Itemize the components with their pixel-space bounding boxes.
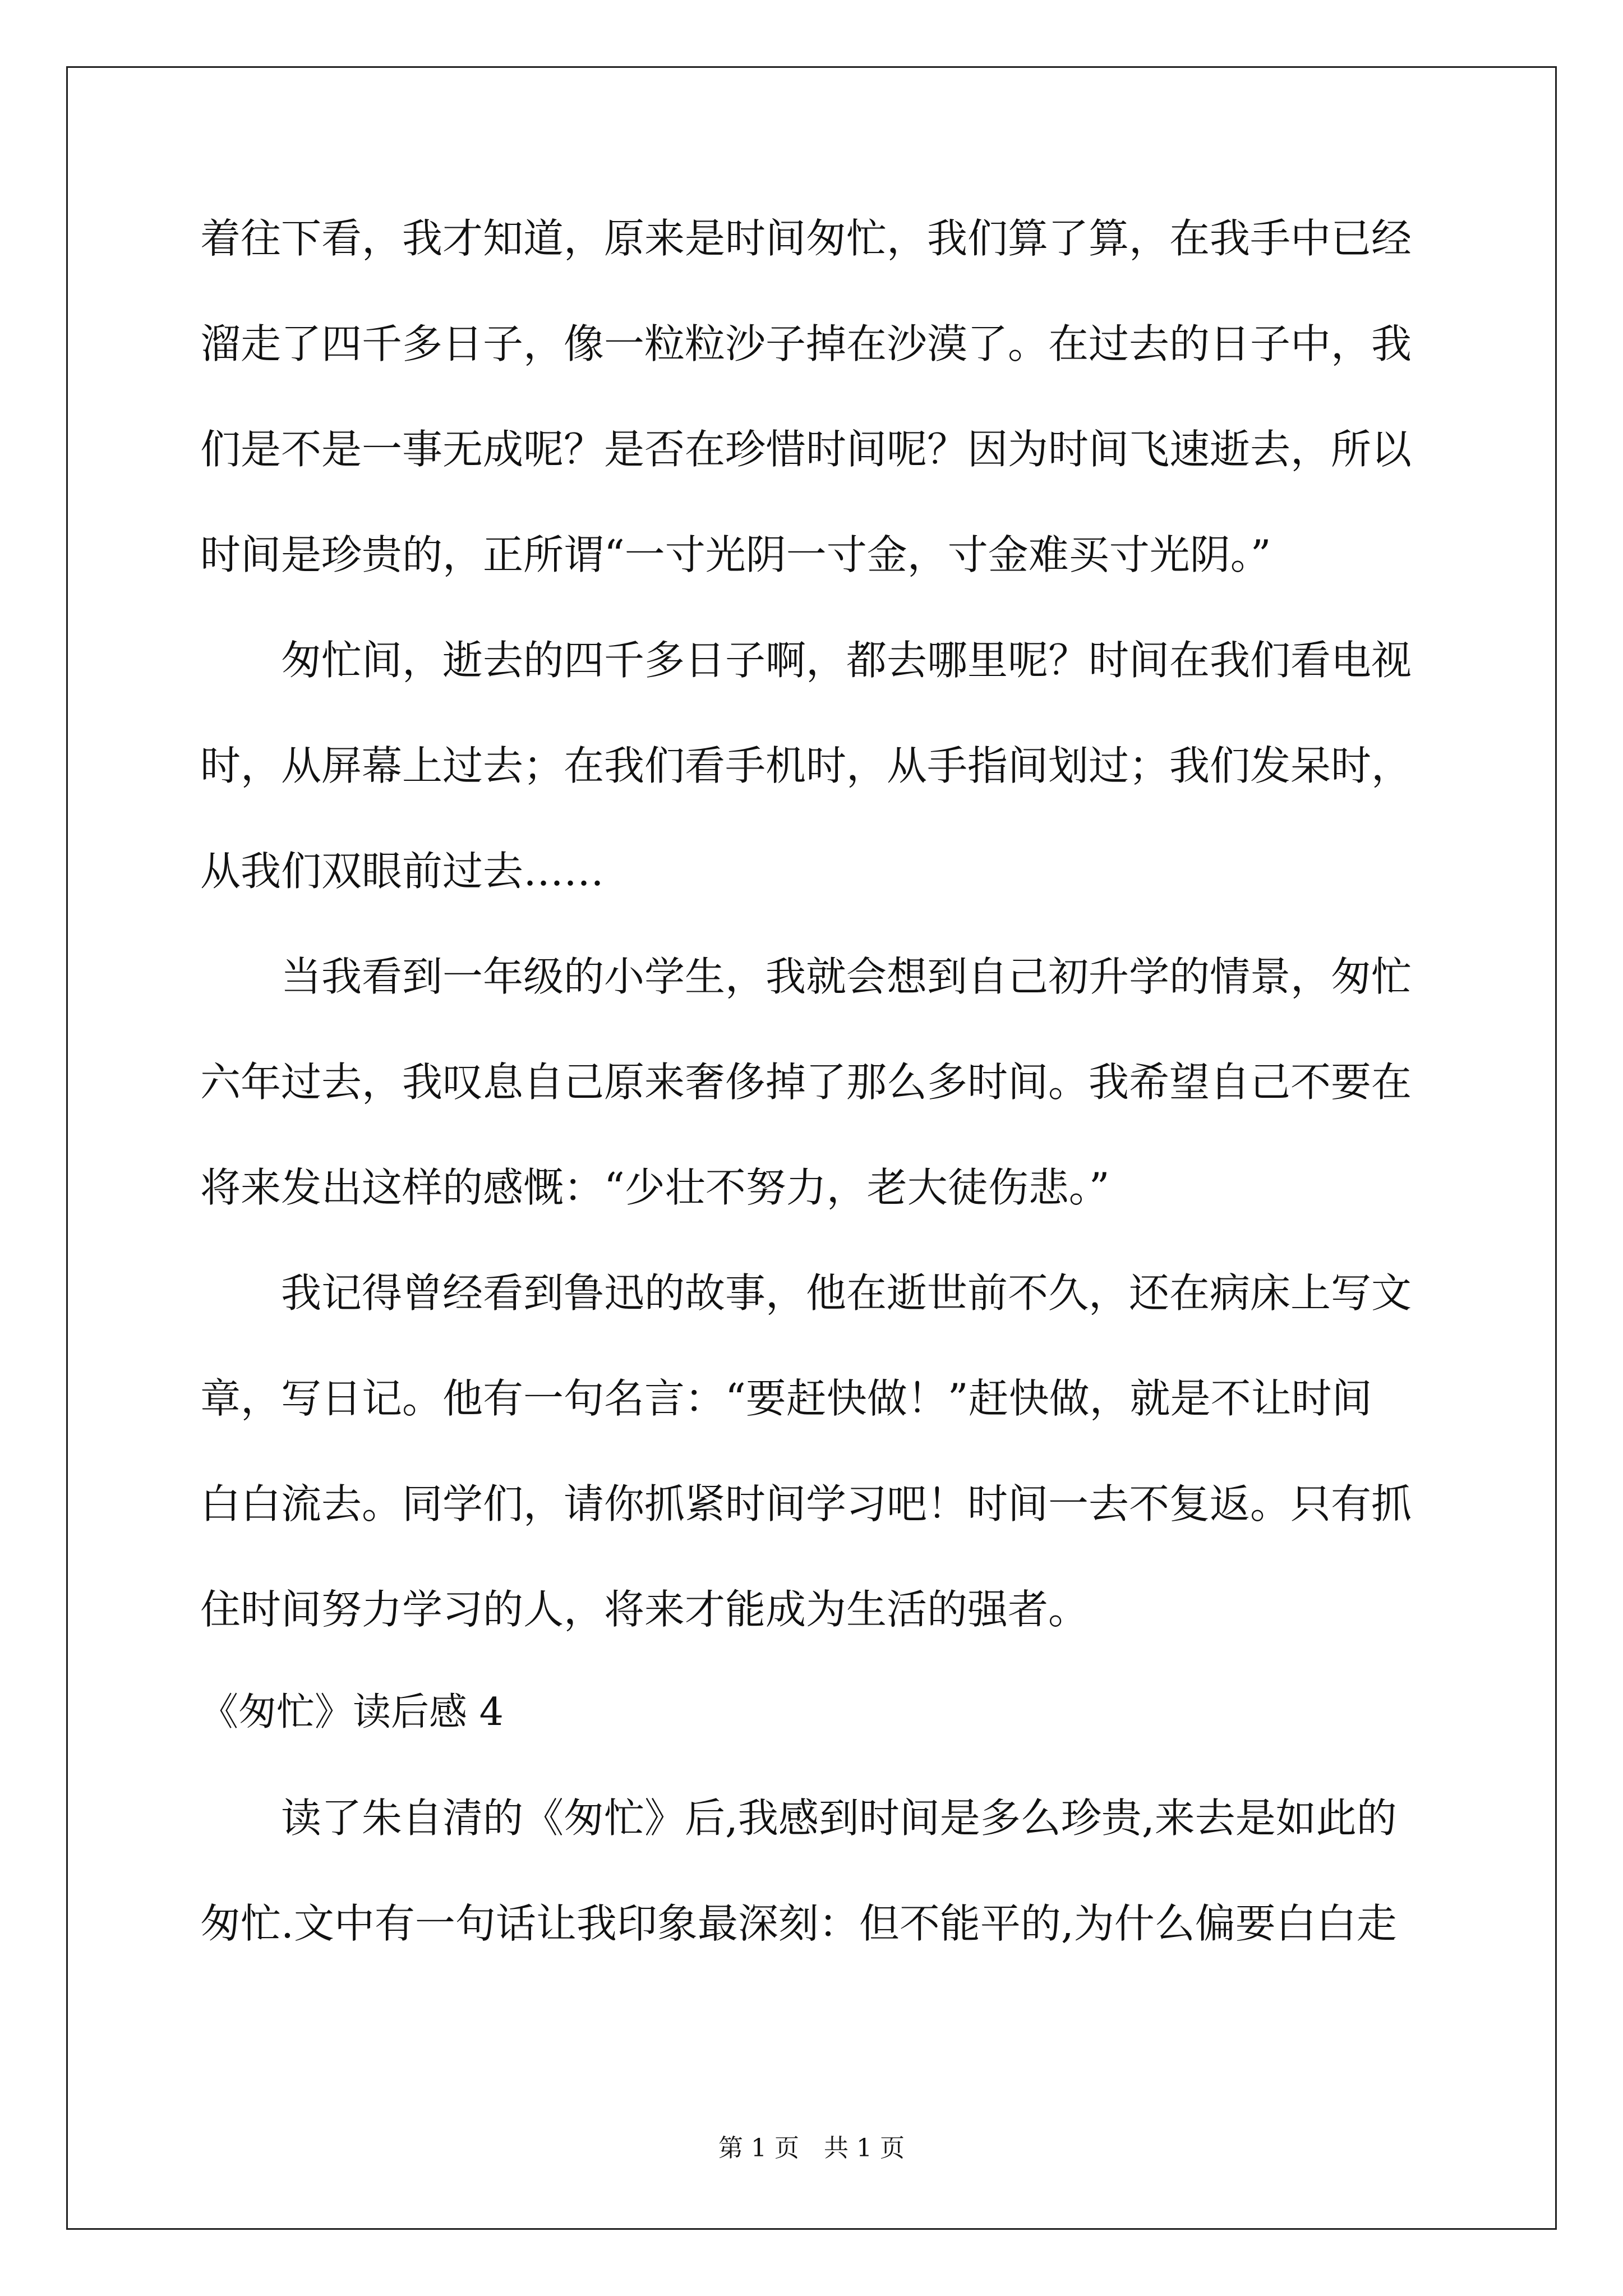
text-line: 们是不是一事无成呢？是否在珍惜时间呢？因为时间飞速逝去，所以: [200, 426, 1412, 473]
text-line: 时间是珍贵的，正所谓“一寸光阴一寸金，寸金难买寸光阴。”: [200, 531, 1271, 578]
text-line: 溜走了四千多日子，像一粒粒沙子掉在沙漠了。在过去的日子中，我: [200, 320, 1412, 367]
text-line: 我记得曾经看到鲁迅的故事，他在逝世前不久，还在病床上写文: [200, 1269, 1412, 1317]
text-line: 住时间努力学习的人，将来才能成为生活的强者。: [200, 1586, 1089, 1633]
text-line: 从我们双眼前过去……: [200, 848, 605, 895]
text-line: 读了朱自清的《匆忙》后,我感到时间是多么珍贵,来去是如此的: [200, 1795, 1397, 1842]
text-line: 章，写日记。他有一句名言：“要赶快做！”赶快做，就是不让时间: [200, 1375, 1372, 1422]
text-line: 匆忙.文中有一句话让我印象最深刻：但不能平的,为什么偏要白白走: [200, 1900, 1397, 1947]
page-footer: 第 1 页 共 1 页: [718, 2134, 905, 2162]
section-heading: 《匆忙》读后感 4: [200, 1690, 504, 1734]
text-line: 着往下看，我才知道，原来是时间匆忙，我们算了算，在我手中已经: [200, 215, 1412, 262]
text-line: 将来发出这样的感慨：“少壮不努力，老大徒伤悲。”: [200, 1164, 1110, 1211]
text-line: 六年过去，我叹息自己原来奢侈掉了那么多时间。我希望自己不要在: [200, 1059, 1412, 1106]
text-line: 白白流去。同学们，请你抓紧时间学习吧！时间一去不复返。只有抓: [200, 1480, 1412, 1527]
text-line: 时，从屏幕上过去；在我们看手机时，从手指间划过；我们发呆时，: [200, 742, 1412, 789]
text-line: 当我看到一年级的小学生，我就会想到自己初升学的情景，匆忙: [200, 953, 1412, 1000]
text-line: 匆忙间，逝去的四千多日子啊，都去哪里呢？时间在我们看电视: [200, 637, 1412, 684]
